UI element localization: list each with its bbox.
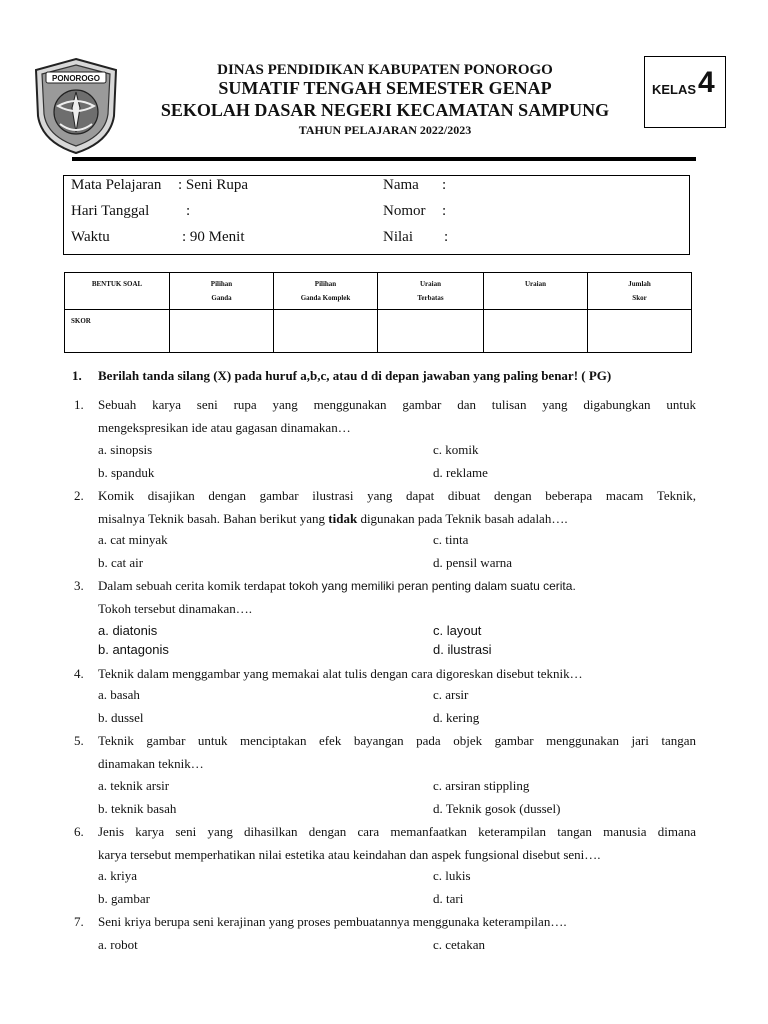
score-table-header-row [65, 273, 692, 310]
question-6-line1: Jenis karya seni yang dihasilkan dengan cara memanfaatkan keterampilan tangan manusia dimana [98, 824, 696, 839]
question-4-option-d[interactable]: d. kering [433, 710, 480, 725]
header-uraian-terbatas: Uraian Terbatas [378, 273, 484, 310]
question-5-option-b[interactable]: b. teknik basah [98, 801, 177, 816]
question-4-number: 4. [74, 666, 84, 681]
question-1-number: 1. [74, 397, 84, 412]
nomor-value[interactable]: : [442, 203, 447, 219]
header-bentuk-soal: BENTUK SOAL [65, 273, 170, 310]
question-5-option-d[interactable]: d. Teknik gosok (dussel) [433, 801, 561, 816]
header-line-tahun: TAHUN PELAJARAN 2022/2023 [298, 123, 472, 137]
nama-value[interactable]: : [442, 177, 447, 193]
question-5-number: 5. [74, 733, 84, 748]
waktu-value: : 90 Menit [182, 229, 245, 245]
question-2-number: 2. [74, 488, 84, 503]
question-2-line1: Komik disajikan dengan gambar ilustrasi yang dapat dibuat dengan beberapa macam Teknik, [98, 488, 696, 503]
instruction-number: 1. [72, 368, 82, 383]
question-1-option-c[interactable]: c. komik [433, 442, 479, 457]
skor-cell-pg-komplek[interactable] [274, 310, 378, 353]
kelas-label: KELAS [652, 82, 697, 97]
question-2-option-c[interactable]: c. tinta [433, 532, 469, 547]
header-pg: Pilihan Ganda [170, 273, 274, 310]
question-6-option-b[interactable]: b. gambar [98, 891, 150, 906]
nama-label: Nama [383, 177, 419, 193]
kelas-value: 4 [698, 66, 715, 99]
question-4-line1: Teknik dalam menggambar yang memakai alat tulis dengan cara digoreskan disebut teknik… [98, 666, 583, 681]
question-6-number: 6. [74, 824, 84, 839]
question-3-line1: Dalam sebuah cerita komik terdapat tokoh yang memiliki peran penting dalam suatu cerita. [98, 578, 576, 593]
question-5-option-a[interactable]: a. teknik arsir [98, 778, 170, 793]
student-info-box [63, 175, 690, 255]
hari-value[interactable]: : [186, 203, 191, 219]
score-table-skor-row [65, 310, 692, 353]
header-jumlah-skor: Jumlah Skor [588, 273, 692, 310]
question-2-option-d[interactable]: d. pensil warna [433, 555, 513, 570]
question-2-emphasis: tidak [328, 511, 358, 526]
question-3-number: 3. [74, 578, 84, 593]
nomor-label: Nomor [383, 203, 426, 219]
emblem-text: PONOROGO [51, 74, 101, 83]
header-pg-komplek: Pilihan Ganda Komplek [274, 273, 378, 310]
question-3-option-a[interactable]: a. diatonis [98, 623, 158, 638]
mapel-value: : Seni Rupa [178, 177, 248, 193]
question-6-line2: karya tersebut memperhatikan nilai estetika atau keindahan dan aspek fungsional disebut seni…. [98, 847, 601, 862]
question-1-line2: mengekspresikan ide atau gagasan dinamakan… [98, 420, 351, 435]
question-2-line2: misalnya Teknik basah. Bahan berikut yang tidak digunakan pada Teknik basah adalah…. [98, 511, 568, 526]
skor-cell-pg[interactable] [170, 310, 274, 353]
question-1-option-d[interactable]: d. reklame [433, 465, 488, 480]
skor-cell-jumlah[interactable] [588, 310, 692, 353]
question-1-option-a[interactable]: a. sinopsis [98, 442, 153, 457]
question-1-line1: Sebuah karya seni rupa yang menggunakan gambar dan tulisan yang digabungkan untuk [98, 397, 696, 412]
header-line-sumatif: SUMATIF TENGAH SEMESTER GENAP [218, 78, 552, 98]
question-4-option-b[interactable]: b. dussel [98, 710, 144, 725]
header-line-dinas: DINAS PENDIDIKAN KABUPATEN PONOROGO [217, 62, 553, 78]
header-uraian: Uraian [484, 273, 588, 310]
instruction-text: Berilah tanda silang (X) pada huruf a,b,c, atau d di depan jawaban yang paling benar! ( PG) [98, 368, 612, 383]
question-4-option-c[interactable]: c. arsir [433, 687, 469, 702]
question-5-option-c[interactable]: c. arsiran stippling [433, 778, 530, 793]
mapel-label: Mata Pelajaran [71, 177, 162, 193]
question-7-option-a[interactable]: a. robot [98, 937, 138, 952]
question-6-option-a[interactable]: a. kriya [98, 868, 137, 883]
hari-label: Hari Tanggal [71, 203, 150, 219]
question-7-number: 7. [74, 914, 84, 929]
question-6-option-d[interactable]: d. tari [433, 891, 464, 906]
score-table [64, 272, 692, 353]
question-7-line1: Seni kriya berupa seni kerajinan yang proses pembuatannya menggunaka keterampilan…. [98, 914, 567, 929]
header-line-sekolah: SEKOLAH DASAR NEGERI KECAMATAN SAMPUNG [160, 100, 610, 120]
question-5-line2: dinamakan teknik… [98, 756, 204, 771]
question-2-option-b[interactable]: b. cat air [98, 555, 144, 570]
nilai-value[interactable]: : [444, 229, 449, 245]
question-5-line1: Teknik gambar untuk menciptakan efek bayangan pada objek gambar menggunakan jari tangan [98, 733, 696, 748]
question-4-option-a[interactable]: a. basah [98, 687, 140, 702]
question-3-line2: Tokoh tersebut dinamakan…. [98, 601, 252, 616]
header-divider [72, 157, 696, 161]
nilai-label: Nilai [383, 229, 413, 245]
question-2-option-a[interactable]: a. cat minyak [98, 532, 168, 547]
waktu-label: Waktu [71, 229, 110, 245]
skor-label: SKOR [65, 310, 170, 353]
skor-cell-uraian-terbatas[interactable] [378, 310, 484, 353]
question-6-option-c[interactable]: c. lukis [433, 868, 471, 883]
question-3-option-c[interactable]: c. layout [433, 623, 482, 638]
question-3-option-b[interactable]: b. antagonis [98, 642, 169, 657]
question-7-option-c[interactable]: c. cetakan [433, 937, 485, 952]
skor-cell-uraian[interactable] [484, 310, 588, 353]
question-3-option-d[interactable]: d. ilustrasi [433, 642, 492, 657]
question-1-option-b[interactable]: b. spanduk [98, 465, 155, 480]
ponorogo-emblem-icon [30, 56, 122, 156]
